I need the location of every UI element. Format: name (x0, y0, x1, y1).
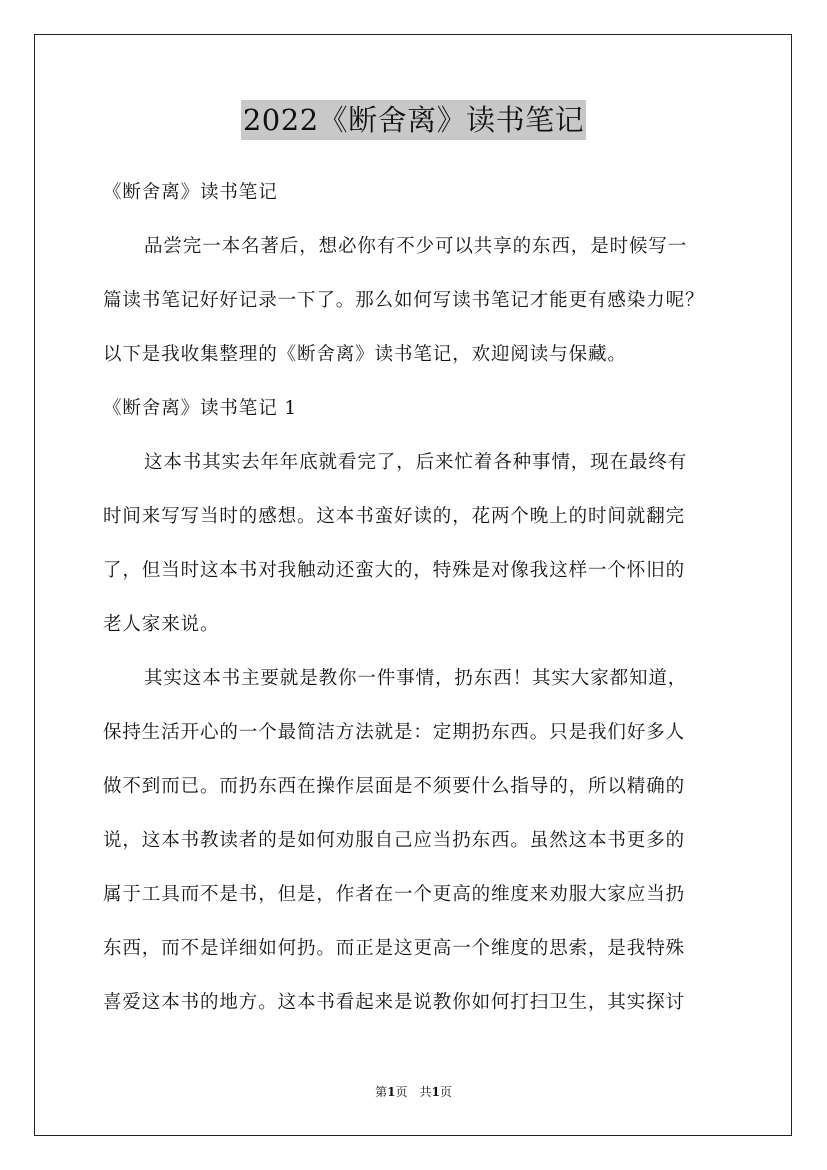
paragraph-line: 喜爱这本书的地方。这本书看起来是说教你如何打扫卫生，其实探讨 (103, 992, 686, 1013)
paragraph-line: 东西，而不是详细如何扔。而正是这更高一个维度的思索，是我特殊 (103, 938, 686, 959)
paragraph-line: 时间来写写当时的感想。这本书蛮好读的，花两个晚上的时间就翻完 (103, 506, 686, 527)
page-prefix: 第 (375, 1085, 388, 1099)
paragraph-line: 老人家来说。 (103, 614, 220, 635)
paragraph-2 (103, 652, 735, 1030)
page-total: 1 (431, 1085, 440, 1099)
title-container (0, 100, 827, 140)
section-heading: 《断舍离》读书笔记 1 (103, 398, 298, 419)
document-title: 2022《断舍离》读书笔记 (241, 100, 586, 140)
page-suffix: 页 (439, 1085, 452, 1099)
paragraph-line: 做不到而已。而扔东西在操作层面是不须要什么指导的，所以精确的 (103, 776, 686, 797)
paragraph-1 (103, 436, 735, 652)
paragraph-line: 这本书其实去年年底就看完了，后来忙着各种事情，现在最终有 (144, 452, 688, 473)
paragraph-line: 说，这本书教读者的是如何劝服自己应当扔东西。虽然这本书更多的 (103, 830, 686, 851)
paragraph-line: 了，但当时这本书对我触动还蛮大的，特殊是对像我这样一个怀旧的 (103, 560, 686, 581)
intro-line: 品尝完一本名著后，想必你有不少可以共享的东西，是时候写一 (144, 236, 688, 257)
page-footer (0, 1084, 827, 1100)
page-current: 1 (387, 1085, 396, 1099)
paragraph-line: 保持生活开心的一个最简洁方法就是：定期扔东西。只是我们好多人 (103, 722, 686, 743)
intro-heading: 《断舍离》读书笔记 (103, 182, 278, 203)
document-body (103, 166, 735, 1030)
intro-paragraph (103, 220, 735, 382)
intro-line: 篇读书笔记好好记录一下了。那么如何写读书笔记才能更有感染力呢？ (103, 290, 705, 311)
paragraph-line: 属于工具而不是书，但是，作者在一个更高的维度来劝服大家应当扔 (103, 884, 686, 905)
intro-line: 以下是我收集整理的《断舍离》读书笔记，欢迎阅读与保藏。 (103, 344, 627, 365)
page-mid: 页 共 (395, 1085, 432, 1099)
paragraph-line: 其实这本书主要就是教你一件事情，扔东西！其实大家都知道， (144, 668, 688, 689)
